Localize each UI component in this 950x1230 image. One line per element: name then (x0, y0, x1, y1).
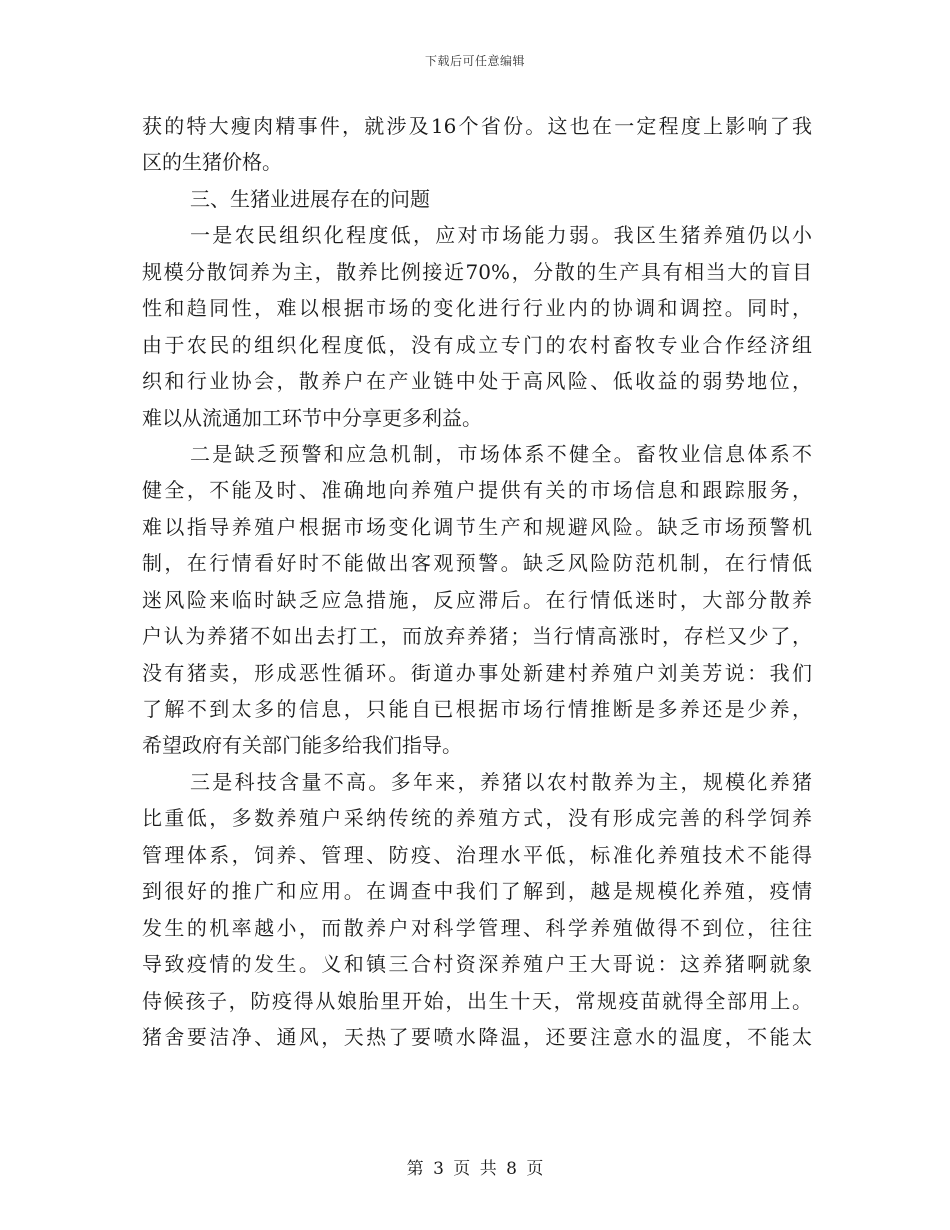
text-line: 没有猪卖，形成恶性循环。街道办事处新建村养殖户刘美芳说：我们 (142, 660, 812, 685)
text-line: 织和行业协会，散养户在产业链中处于高风险、低收益的弱势地位， (142, 369, 812, 394)
text-line: 健全，不能及时、准确地向养殖户提供有关的市场信息和跟踪服务， (142, 478, 812, 503)
text-line: 发生的机率越小，而散养户对科学管理、科学养殖做得不到位，往往 (142, 915, 812, 940)
text-line: 猪舍要洁净、通风，天热了要喷水降温，还要注意水的温度，不能太 (142, 1024, 812, 1049)
text-line: 迷风险来临时缺乏应急措施，反应滞后。在行情低迷时，大部分散养 (142, 587, 812, 612)
text-line: 由于农民的组织化程度低，没有成立专门的农村畜牧专业合作经济组 (142, 332, 812, 357)
text-line: 获的特大瘦肉精事件，就涉及16个省份。这也在一定程度上影响了我 (142, 114, 812, 138)
text-line: 侍候孩子，防疫得从娘胎里开始，出生十天，常规疫苗就得全部用上。 (142, 988, 812, 1013)
text-line: 导致疫情的发生。义和镇三合村资深养殖户王大哥说：这养猪啊就象 (142, 952, 812, 977)
paragraph-first-line: 一是农民组织化程度低，应对市场能力弱。我区生猪养殖仍以小 (190, 223, 812, 248)
section-heading: 三、生猪业进展存在的问题 (190, 186, 430, 211)
text-line: 户认为养猪不如出去打工，而放弃养猪；当行情高涨时，存栏又少了， (142, 624, 812, 649)
text-line: 区的生猪价格。 (142, 150, 282, 175)
text-line: 到很好的推广和应用。在调查中我们了解到，越是规模化养殖，疫情 (142, 879, 812, 904)
text-line: 难以指导养殖户根据市场变化调节生产和规避风险。缺乏市场预警机 (142, 514, 812, 539)
text-line: 性和趋同性，难以根据市场的变化进行行业内的协调和调控。同时， (142, 296, 812, 321)
text-line: 规模分散饲养为主，散养比例接近70%，分散的生产具有相当大的盲目 (142, 259, 812, 284)
text-line: 比重低，多数养殖户采纳传统的养殖方式，没有形成完善的科学饲养 (142, 806, 812, 831)
text-line: 管理体系，饲养、管理、防疫、治理水平低，标准化养殖技术不能得 (142, 842, 812, 867)
paragraph-last-line: 难以从流通加工环节中分享更多利益。 (142, 405, 482, 430)
paragraph-last-line: 希望政府有关部门能多给我们指导。 (142, 733, 462, 758)
paragraph-first-line: 三是科技含量不高。多年来，养猪以农村散养为主，规模化养猪 (190, 769, 812, 794)
text-line: 制，在行情看好时不能做出客观预警。缺乏风险防范机制，在行情低 (142, 551, 812, 576)
paragraph-first-line: 二是缺乏预警和应急机制，市场体系不健全。畜牧业信息体系不 (190, 441, 812, 466)
page-header: 下载后可任意编辑 (424, 54, 525, 68)
document-body (142, 108, 812, 1055)
text-line: 了解不到太多的信息，只能自已根据市场行情推断是多养还是少养， (142, 697, 812, 721)
page-number-footer: 第 3 页 共 8 页 (406, 1159, 544, 1179)
